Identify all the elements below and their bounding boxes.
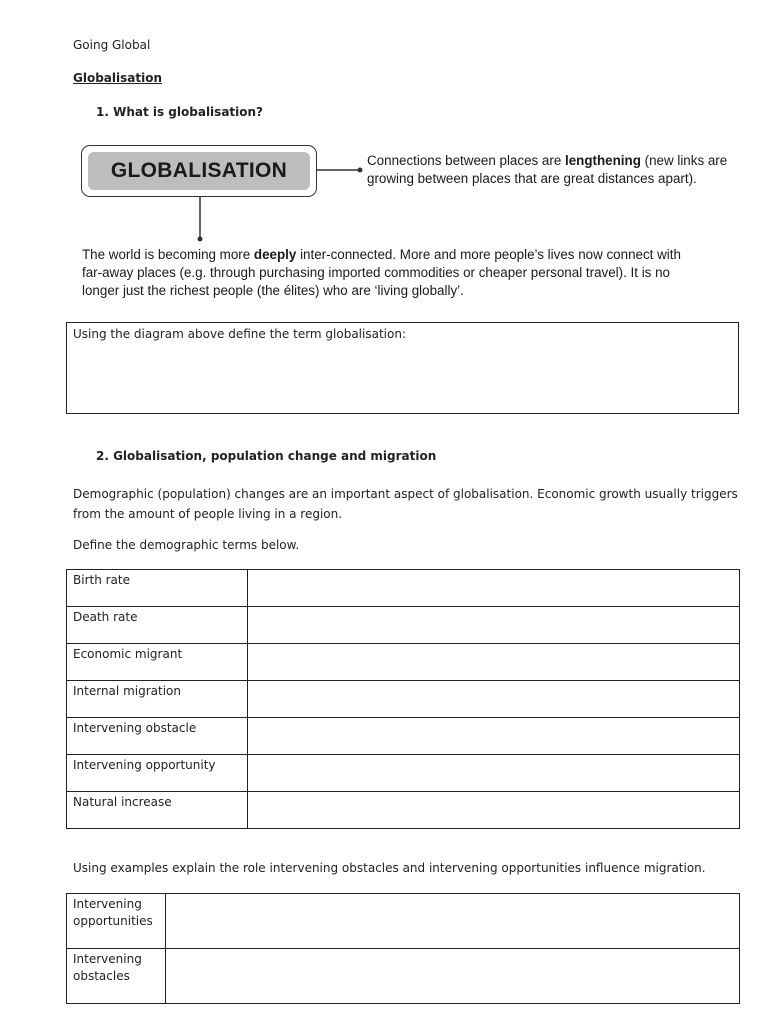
section-heading: Globalisation — [73, 71, 162, 85]
demographic-paragraph: Demographic (population) changes are an important aspect of globalisation. Economic growth usually triggers from the amount of people living in a region. — [73, 487, 738, 521]
label-line: obstacles — [73, 969, 130, 983]
table-row — [67, 792, 740, 829]
intervening-label — [67, 949, 166, 1004]
term-label: Economic migrant — [67, 644, 248, 681]
term-label: Intervening opportunity — [67, 755, 248, 792]
term-label: Internal migration — [67, 681, 248, 718]
explain-prompt: Using examples explain the role intervening obstacles and intervening opportunities influence migration. — [73, 861, 706, 875]
question-1-title: 1. What is globalisation? — [96, 105, 264, 119]
down-connector-dot — [198, 237, 203, 242]
define-instruction: Define the demographic terms below. — [73, 538, 300, 552]
table-row — [67, 644, 740, 681]
explanation-cell[interactable] — [166, 894, 740, 949]
term-label: Natural increase — [67, 792, 248, 829]
table-row — [67, 718, 740, 755]
intervening-label — [67, 894, 166, 949]
globalisation-definition-box[interactable] — [66, 322, 739, 414]
label-line: Intervening — [73, 897, 142, 911]
term-label: Death rate — [67, 607, 248, 644]
deepening-text: The world is becoming more deeply inter-connected. More and more people’s lives now connect with far-away places (e.g. through purchasing imported commodities or cheaper personal travel). It is no longer just the richest people (the élites) who are ‘living globally’. — [82, 247, 681, 298]
definition-prompt: Using the diagram above define the term globalisation: — [73, 327, 406, 341]
document-title: Going Global — [73, 38, 151, 52]
table-row — [67, 570, 740, 607]
table-row — [67, 894, 740, 949]
explanation-cell[interactable] — [166, 949, 740, 1004]
intervening-table — [66, 893, 740, 1004]
table-row — [67, 607, 740, 644]
term-label: Birth rate — [67, 570, 248, 607]
label-line: opportunities — [73, 914, 153, 928]
term-label: Intervening obstacle — [67, 718, 248, 755]
term-definition-cell[interactable] — [248, 681, 740, 718]
term-definition-cell[interactable] — [248, 792, 740, 829]
term-definition-cell[interactable] — [248, 644, 740, 681]
globalisation-label: GLOBALISATION — [88, 152, 310, 190]
table-row — [67, 755, 740, 792]
term-definition-cell[interactable] — [248, 607, 740, 644]
right-connector-dot — [358, 168, 363, 173]
term-definition-cell[interactable] — [248, 755, 740, 792]
label-line: Intervening — [73, 952, 142, 966]
demographic-terms-table — [66, 569, 740, 829]
term-definition-cell[interactable] — [248, 718, 740, 755]
question-2-title: 2. Globalisation, population change and migration — [96, 449, 437, 463]
lengthening-text: Connections between places are lengthening (new links are growing between places that are great distances apart). — [367, 153, 728, 186]
table-row — [67, 681, 740, 718]
table-row — [67, 949, 740, 1004]
term-definition-cell[interactable] — [248, 570, 740, 607]
diagram-connectors — [0, 0, 768, 260]
